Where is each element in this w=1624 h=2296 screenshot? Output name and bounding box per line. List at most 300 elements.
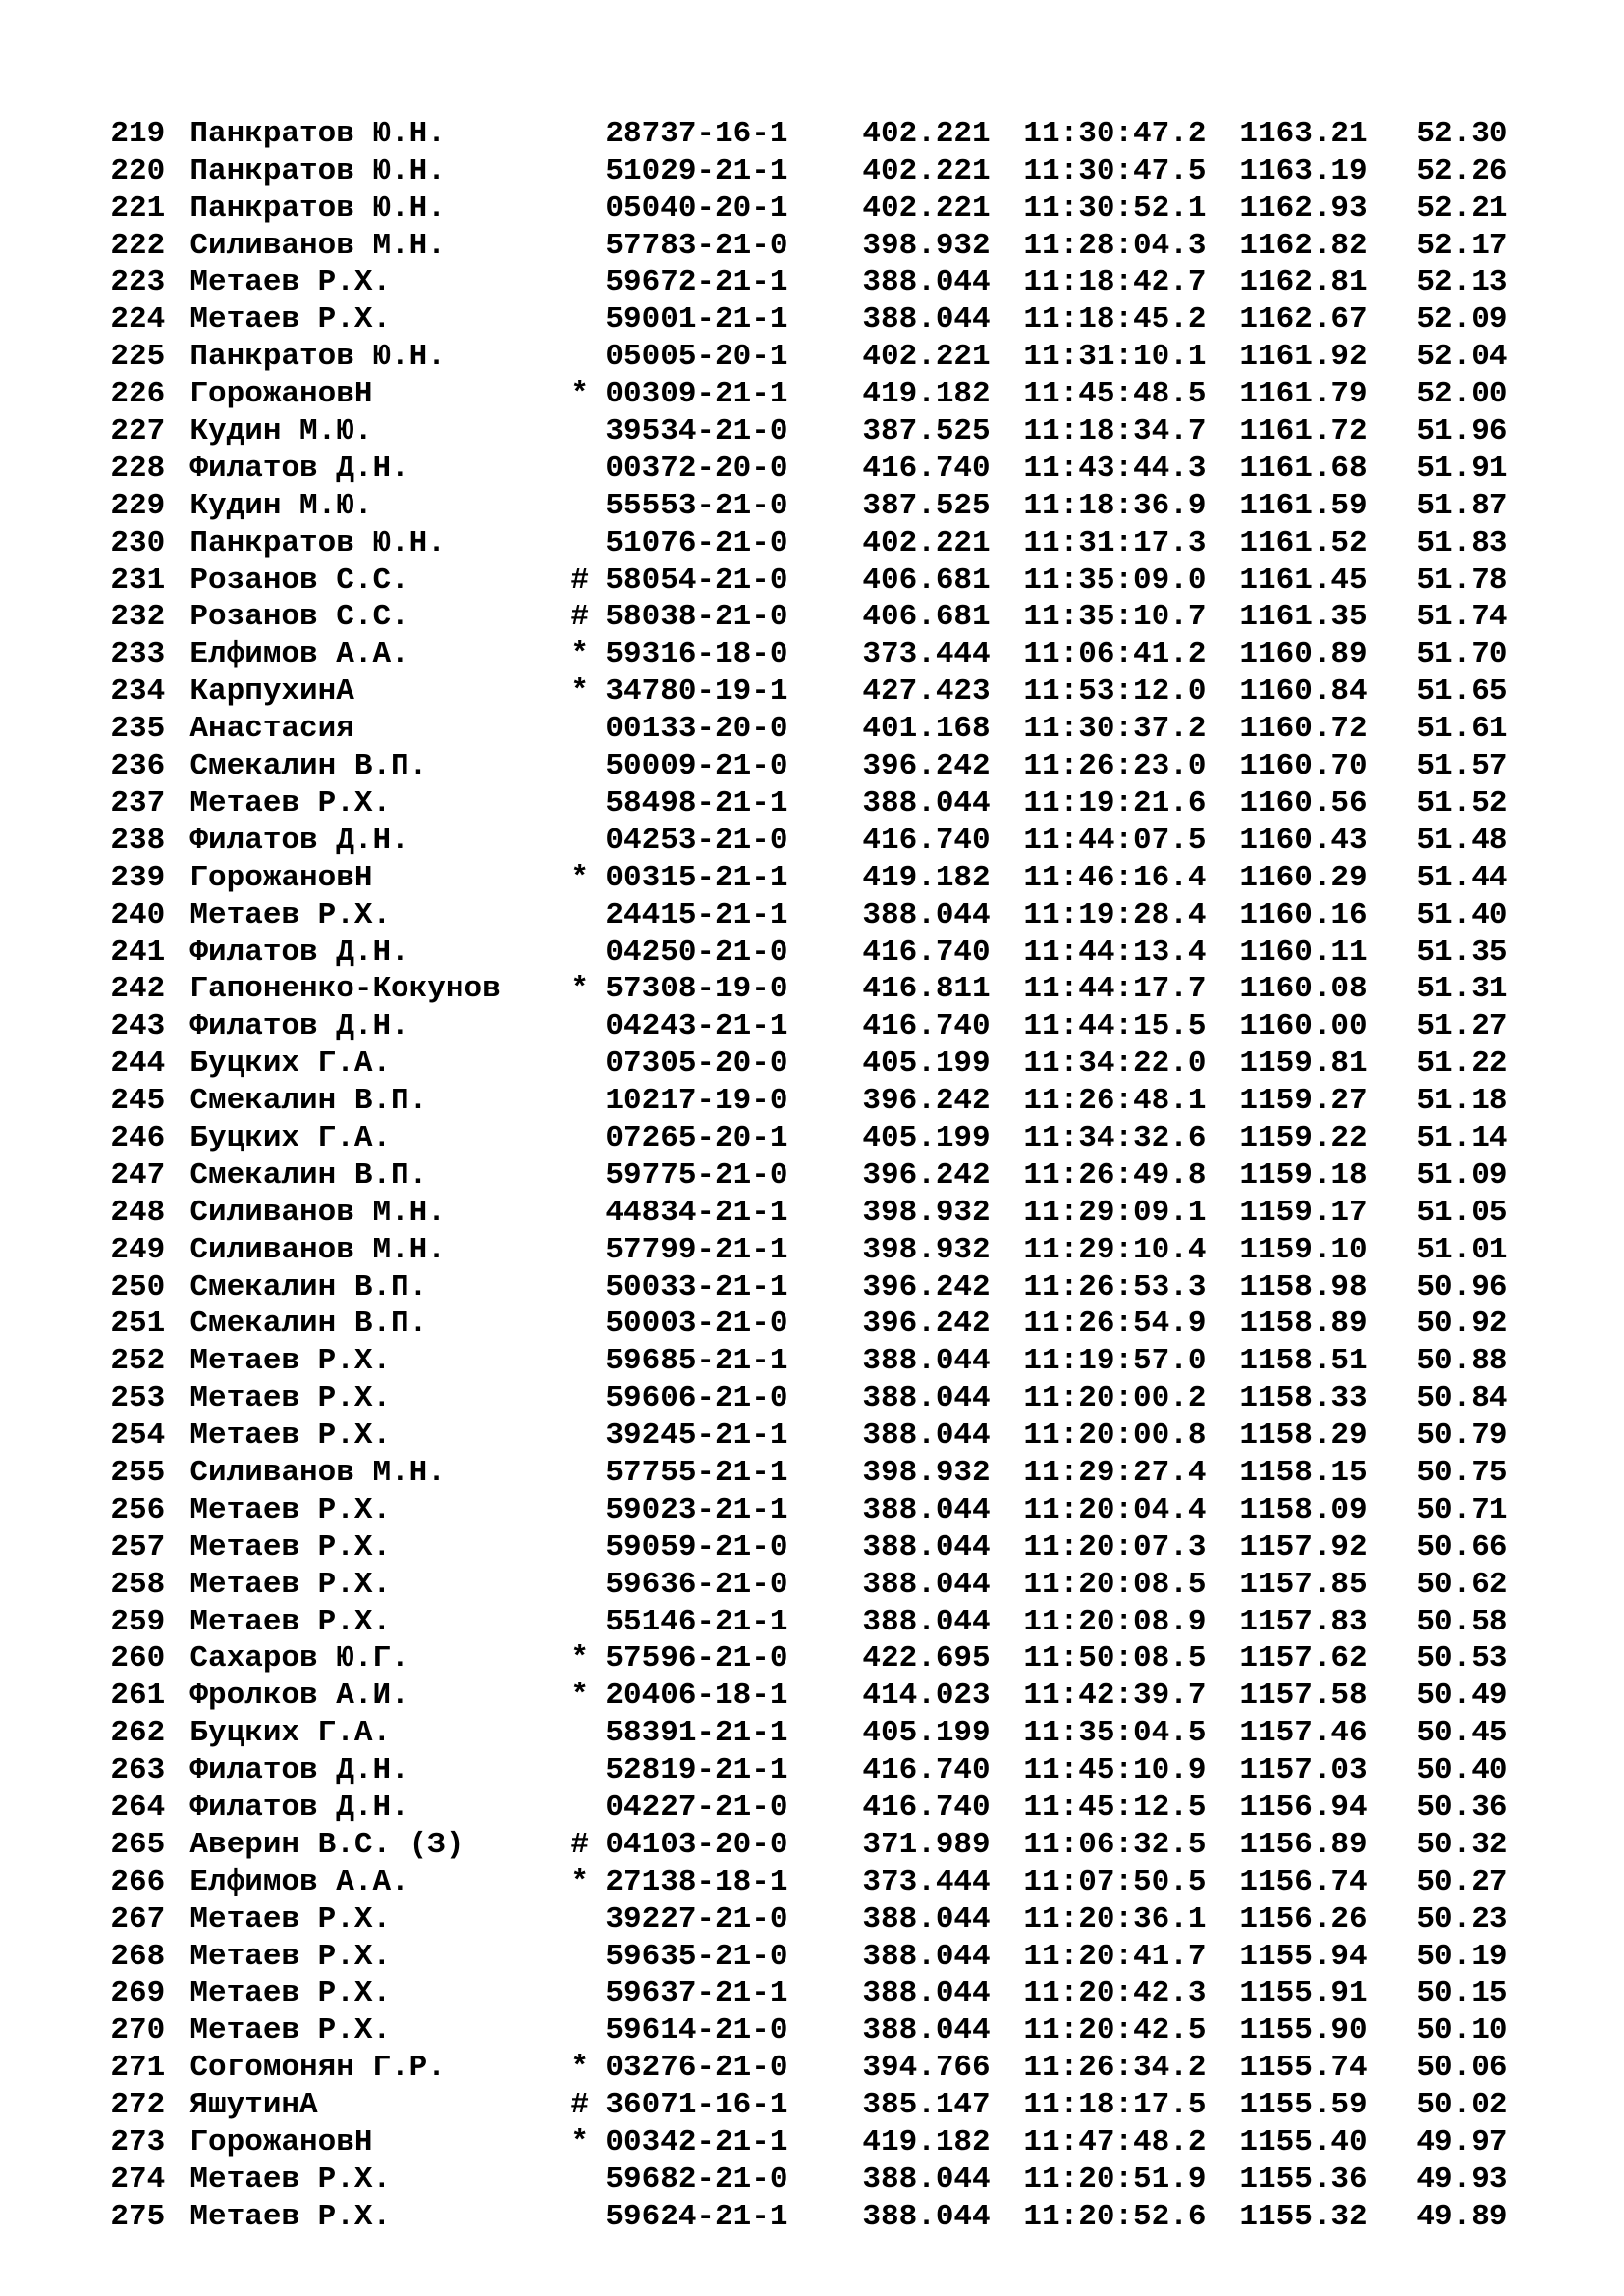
rank: 230 [110,525,166,561]
speed: 1160.29 [1239,860,1368,895]
speed: 1160.56 [1239,785,1368,821]
points: 51.31 [1416,972,1508,1007]
arrival-time: 11:50:08.5 [1023,1641,1207,1677]
arrival-time: 11:26:48.1 [1023,1084,1207,1119]
distance: 373.444 [862,1864,991,1899]
arrival-time: 11:07:50.5 [1023,1864,1207,1899]
arrival-time: 11:30:47.5 [1023,153,1207,188]
fancier-name [189,1975,605,2012]
points: 51.01 [1416,1232,1508,1267]
points: 49.97 [1416,2125,1508,2160]
name-text: Метаев Р.Х. [189,785,392,821]
name-text: Буцких Г.А. [189,1046,392,1082]
fancier-name [189,1789,605,1827]
points: 50.79 [1416,1418,1508,1454]
name-text: Метаев Р.Х. [189,1976,392,2011]
speed: 1156.74 [1239,1864,1368,1899]
fancier-name [189,1269,605,1307]
arrival-time: 11:20:42.5 [1023,2013,1207,2049]
distance: 396.242 [862,1084,991,1119]
entry-mark: * [570,2051,590,2086]
distance: 388.044 [862,1901,991,1937]
fancier-name [189,673,605,711]
distance: 388.044 [862,1939,991,1974]
speed: 1159.22 [1239,1120,1368,1155]
points: 50.32 [1416,1827,1508,1862]
fancier-name [189,785,605,823]
ring-number: 59023-21-1 [605,1492,788,1527]
distance: 416.740 [862,1009,991,1044]
ring-number: 24415-21-1 [605,897,788,933]
ring-number: 05005-20-1 [605,340,788,375]
distance: 416.740 [862,451,991,486]
fancier-name [189,897,605,934]
fancier-name [189,413,605,451]
rank: 236 [110,749,166,784]
distance: 388.044 [862,1529,991,1565]
fancier-name [189,2199,605,2236]
points: 50.15 [1416,1976,1508,2011]
name-text: Фролков А.И. [189,1679,409,1714]
rank: 237 [110,785,166,821]
entry-mark: * [570,1864,590,1899]
speed: 1157.83 [1239,1604,1368,1639]
name-text: Смекалин В.П. [189,749,428,784]
entry-mark: * [570,1679,590,1714]
ring-number: 59614-21-0 [605,2013,788,2049]
arrival-time: 11:42:39.7 [1023,1679,1207,1714]
ring-number: 03276-21-0 [605,2051,788,2086]
name-text: Метаев Р.Х. [189,1901,392,1937]
fancier-name [189,562,605,600]
ring-number: 58038-21-0 [605,600,788,635]
ring-number: 51076-21-0 [605,525,788,561]
distance: 416.740 [862,934,991,970]
fancier-name [189,1306,605,1343]
ring-number: 39534-21-0 [605,414,788,450]
name-text: Панкратов Ю.Н. [189,153,446,188]
name-text: Силиванов М.Н. [189,1195,446,1230]
arrival-time: 11:44:07.5 [1023,823,1207,858]
ring-number: 28737-16-1 [605,116,788,151]
ring-number: 59682-21-0 [605,2162,788,2197]
ring-number: 59624-21-1 [605,2199,788,2234]
arrival-time: 11:30:37.2 [1023,712,1207,747]
rank: 266 [110,1864,166,1899]
name-text: Кудин М.Ю. [189,488,373,523]
name-text: Аверин В.С. (З) [189,1827,464,1862]
speed: 1158.15 [1239,1455,1368,1490]
points: 52.09 [1416,302,1508,338]
arrival-time: 11:20:08.5 [1023,1567,1207,1602]
rank: 227 [110,414,166,450]
points: 52.17 [1416,228,1508,263]
arrival-time: 11:30:47.2 [1023,116,1207,151]
distance: 385.147 [862,2088,991,2123]
name-text: Смекалин В.П. [189,1307,428,1342]
name-text: Буцких Г.А. [189,1120,392,1155]
arrival-time: 11:46:16.4 [1023,860,1207,895]
points: 51.18 [1416,1084,1508,1119]
arrival-time: 11:26:49.8 [1023,1157,1207,1193]
entry-mark: * [570,860,590,895]
ring-number: 55553-21-0 [605,488,788,523]
speed: 1155.40 [1239,2125,1368,2160]
arrival-time: 11:29:27.4 [1023,1455,1207,1490]
fancier-name [189,228,605,265]
ring-number: 20406-18-1 [605,1679,788,1714]
entry-mark: # [570,562,590,598]
arrival-time: 11:31:10.1 [1023,340,1207,375]
distance: 388.044 [862,2013,991,2049]
distance: 398.932 [862,1232,991,1267]
arrival-time: 11:26:53.3 [1023,1269,1207,1305]
rank: 272 [110,2088,166,2123]
distance: 388.044 [862,1381,991,1416]
name-text: Метаев Р.Х. [189,1604,392,1639]
distance: 398.932 [862,1195,991,1230]
arrival-time: 11:45:48.5 [1023,377,1207,412]
distance: 396.242 [862,1157,991,1193]
fancier-name [189,488,605,525]
ring-number: 04103-20-0 [605,1827,788,1862]
entry-mark: # [570,600,590,635]
name-text: Сахаров Ю.Г. [189,1641,409,1677]
entry-mark: * [570,674,590,710]
name-text: Филатов Д.Н. [189,934,409,970]
ring-number: 57783-21-0 [605,228,788,263]
speed: 1157.58 [1239,1679,1368,1714]
rank: 265 [110,1827,166,1862]
name-text: Силиванов М.Н. [189,1455,446,1490]
fancier-name [189,1492,605,1529]
rank: 258 [110,1567,166,1602]
ring-number: 59606-21-0 [605,1381,788,1416]
ring-number: 59635-21-0 [605,1939,788,1974]
ring-number: 44834-21-1 [605,1195,788,1230]
rank: 242 [110,972,166,1007]
ring-number: 00372-20-0 [605,451,788,486]
arrival-time: 11:29:09.1 [1023,1195,1207,1230]
arrival-time: 11:34:32.6 [1023,1120,1207,1155]
distance: 388.044 [862,1344,991,1379]
fancier-name [189,2087,605,2124]
speed: 1155.94 [1239,1939,1368,1974]
ring-number: 04243-21-1 [605,1009,788,1044]
fancier-name [189,264,605,301]
name-text: Панкратов Ю.Н. [189,340,446,375]
distance: 388.044 [862,1976,991,2011]
arrival-time: 11:06:32.5 [1023,1827,1207,1862]
fancier-name [189,153,605,190]
ring-number: 04250-21-0 [605,934,788,970]
rank: 263 [110,1753,166,1789]
rank: 244 [110,1046,166,1082]
rank: 273 [110,2125,166,2160]
rank: 250 [110,1269,166,1305]
points: 51.70 [1416,637,1508,672]
arrival-time: 11:18:36.9 [1023,488,1207,523]
distance: 416.740 [862,1789,991,1825]
points: 50.45 [1416,1716,1508,1751]
distance: 402.221 [862,153,991,188]
name-text: Метаев Р.Х. [189,1939,392,1974]
fancier-name [189,116,605,153]
distance: 387.525 [862,414,991,450]
fancier-name [189,525,605,562]
arrival-time: 11:53:12.0 [1023,674,1207,710]
distance: 388.044 [862,785,991,821]
points: 50.19 [1416,1939,1508,1974]
points: 50.58 [1416,1604,1508,1639]
fancier-name [189,301,605,339]
distance: 388.044 [862,1418,991,1454]
speed: 1161.72 [1239,414,1368,450]
ring-number: 57308-19-0 [605,972,788,1007]
name-text: Гапоненко-Кокунов [189,972,501,1007]
speed: 1160.89 [1239,637,1368,672]
points: 51.78 [1416,562,1508,598]
name-text: Филатов Д.Н. [189,451,409,486]
points: 50.66 [1416,1529,1508,1565]
name-text: Метаев Р.Х. [189,1567,392,1602]
arrival-time: 11:20:42.3 [1023,1976,1207,2011]
arrival-time: 11:20:04.4 [1023,1492,1207,1527]
ring-number: 50033-21-1 [605,1269,788,1305]
points: 50.62 [1416,1567,1508,1602]
points: 52.04 [1416,340,1508,375]
ring-number: 00342-21-1 [605,2125,788,2160]
arrival-time: 11:20:07.3 [1023,1529,1207,1565]
speed: 1155.90 [1239,2013,1368,2049]
name-text: Панкратов Ю.Н. [189,116,446,151]
speed: 1160.70 [1239,749,1368,784]
fancier-name [189,860,605,897]
speed: 1163.19 [1239,153,1368,188]
arrival-time: 11:20:00.2 [1023,1381,1207,1416]
speed: 1159.18 [1239,1157,1368,1193]
results-list [37,79,1534,2234]
rank: 264 [110,1789,166,1825]
name-text: Метаев Р.Х. [189,2013,392,2049]
entry-mark: # [570,1827,590,1862]
speed: 1161.92 [1239,340,1368,375]
rank: 259 [110,1604,166,1639]
ring-number: 59636-21-0 [605,1567,788,1602]
distance: 402.221 [862,190,991,226]
fancier-name [189,1827,605,1864]
rank: 270 [110,2013,166,2049]
arrival-time: 11:20:08.9 [1023,1604,1207,1639]
distance: 388.044 [862,2199,991,2234]
fancier-name [189,451,605,488]
name-text: Филатов Д.Н. [189,1009,409,1044]
points: 51.57 [1416,749,1508,784]
arrival-time: 11:29:10.4 [1023,1232,1207,1267]
name-text: Филатов Д.Н. [189,1789,409,1825]
fancier-name [189,748,605,785]
rank: 223 [110,265,166,300]
name-text: ГорожановН [189,2125,373,2160]
ring-number: 04227-21-0 [605,1789,788,1825]
distance: 416.740 [862,1753,991,1789]
name-text: Панкратов Ю.Н. [189,525,446,561]
ring-number: 50009-21-0 [605,749,788,784]
rank: 268 [110,1939,166,1974]
speed: 1155.36 [1239,2162,1368,2197]
fancier-name [189,934,605,972]
name-text: Розанов С.С. [189,562,409,598]
ring-number: 04253-21-0 [605,823,788,858]
distance: 388.044 [862,1492,991,1527]
arrival-time: 11:18:45.2 [1023,302,1207,338]
name-text: Розанов С.С. [189,600,409,635]
ring-number: 00309-21-1 [605,377,788,412]
rank: 225 [110,340,166,375]
name-text: Метаев Р.Х. [189,1381,392,1416]
speed: 1160.72 [1239,712,1368,747]
points: 51.44 [1416,860,1508,895]
points: 51.22 [1416,1046,1508,1082]
fancier-name [189,971,605,1008]
points: 50.53 [1416,1641,1508,1677]
name-text: Метаев Р.Х. [189,1492,392,1527]
name-text: Силиванов М.Н. [189,228,446,263]
speed: 1159.27 [1239,1084,1368,1119]
points: 50.40 [1416,1753,1508,1789]
points: 52.00 [1416,377,1508,412]
fancier-name [189,1715,605,1752]
points: 51.48 [1416,823,1508,858]
rank: 234 [110,674,166,710]
distance: 387.525 [862,488,991,523]
name-text: Метаев Р.Х. [189,1529,392,1565]
rank: 228 [110,451,166,486]
ring-number: 57799-21-1 [605,1232,788,1267]
speed: 1157.46 [1239,1716,1368,1751]
distance: 373.444 [862,637,991,672]
points: 51.83 [1416,525,1508,561]
name-text: Силиванов М.Н. [189,1232,446,1267]
rank: 222 [110,228,166,263]
speed: 1155.32 [1239,2199,1368,2234]
distance: 402.221 [862,116,991,151]
points: 52.30 [1416,116,1508,151]
entry-mark: * [570,1641,590,1677]
ring-number: 07265-20-1 [605,1120,788,1155]
entry-mark: * [570,972,590,1007]
name-text: Метаев Р.Х. [189,302,392,338]
fancier-name [189,339,605,376]
name-text: Метаев Р.Х. [189,2162,392,2197]
rank: 239 [110,860,166,895]
rank: 241 [110,934,166,970]
ring-number: 59059-21-0 [605,1529,788,1565]
distance: 396.242 [862,1269,991,1305]
ring-number: 58391-21-1 [605,1716,788,1751]
entry-mark: # [570,2088,590,2123]
ring-number: 51029-21-1 [605,153,788,188]
fancier-name [189,1901,605,1939]
distance: 396.242 [862,1307,991,1342]
rank: 254 [110,1418,166,1454]
result-row [37,79,1534,151]
name-text: Елфимов А.А. [189,1864,409,1899]
distance: 398.932 [862,228,991,263]
rank: 233 [110,637,166,672]
points: 51.14 [1416,1120,1508,1155]
distance: 401.168 [862,712,991,747]
name-text: Метаев Р.Х. [189,1418,392,1454]
ring-number: 39245-21-1 [605,1418,788,1454]
speed: 1160.11 [1239,934,1368,970]
arrival-time: 11:18:17.5 [1023,2088,1207,2123]
speed: 1157.03 [1239,1753,1368,1789]
points: 50.84 [1416,1381,1508,1416]
speed: 1160.00 [1239,1009,1368,1044]
name-text: Елфимов А.А. [189,637,409,672]
ring-number: 59001-21-1 [605,302,788,338]
rank: 232 [110,600,166,635]
speed: 1161.45 [1239,562,1368,598]
distance: 396.242 [862,749,991,784]
name-text: Кудин М.Ю. [189,414,373,450]
rank: 257 [110,1529,166,1565]
fancier-name [189,1939,605,1976]
distance: 388.044 [862,265,991,300]
distance: 419.182 [862,377,991,412]
ring-number: 36071-16-1 [605,2088,788,2123]
rank: 243 [110,1009,166,1044]
ring-number: 34780-19-1 [605,674,788,710]
distance: 416.740 [862,823,991,858]
name-text: Метаев Р.Х. [189,2199,392,2234]
name-text: Панкратов Ю.Н. [189,190,446,226]
speed: 1161.59 [1239,488,1368,523]
name-text: Филатов Д.Н. [189,1753,409,1789]
fancier-name [189,1008,605,1045]
speed: 1158.89 [1239,1307,1368,1342]
rank: 271 [110,2051,166,2086]
fancier-name [189,1678,605,1715]
rank: 267 [110,1901,166,1937]
points: 50.96 [1416,1269,1508,1305]
arrival-time: 11:20:41.7 [1023,1939,1207,1974]
name-text: ГорожановН [189,377,373,412]
speed: 1162.93 [1239,190,1368,226]
rank: 219 [110,116,166,151]
distance: 388.044 [862,897,991,933]
points: 50.92 [1416,1307,1508,1342]
fancier-name [189,1157,605,1195]
points: 51.61 [1416,712,1508,747]
points: 50.06 [1416,2051,1508,2086]
fancier-name [189,1232,605,1269]
speed: 1158.29 [1239,1418,1368,1454]
distance: 402.221 [862,340,991,375]
arrival-time: 11:26:54.9 [1023,1307,1207,1342]
speed: 1160.16 [1239,897,1368,933]
rank: 231 [110,562,166,598]
arrival-time: 11:18:34.7 [1023,414,1207,450]
arrival-time: 11:47:48.2 [1023,2125,1207,2160]
arrival-time: 11:19:28.4 [1023,897,1207,933]
ring-number: 58498-21-1 [605,785,788,821]
fancier-name [189,1455,605,1492]
fancier-name [189,1604,605,1641]
name-text: Буцких Г.А. [189,1716,392,1751]
rank: 245 [110,1084,166,1119]
